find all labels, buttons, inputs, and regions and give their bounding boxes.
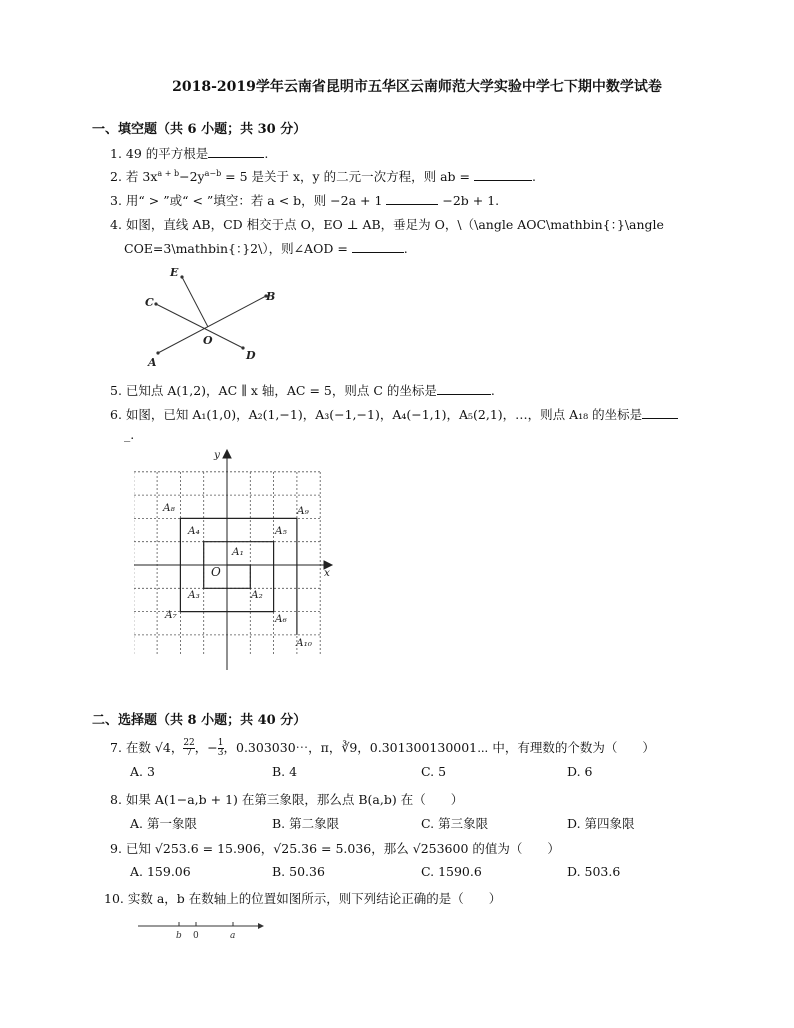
label-E: E <box>170 266 179 279</box>
answer-blank[interactable] <box>437 382 491 395</box>
question-4-continued <box>124 239 408 257</box>
label-A6: A₆ <box>275 613 287 625</box>
q8-option-c[interactable]: C. 第三象限 <box>421 816 489 831</box>
label-zero: 0 <box>193 931 199 941</box>
label-A2: A₂ <box>251 589 263 601</box>
question-text: 如图，直线 AB，CD 相交于点 O，EO ⊥ AB，垂足为 O，\（\angle AOC\mathbin{：}\angle <box>125 217 664 232</box>
answer-blank[interactable] <box>642 406 678 419</box>
axis-label-x: x <box>324 567 330 579</box>
question-number: 3. <box>110 193 122 208</box>
question-text: −2y <box>179 169 205 184</box>
origin-label: O <box>211 565 221 579</box>
label-a: a <box>230 931 236 941</box>
question-10 <box>104 889 501 907</box>
exponent: a−b <box>204 168 222 178</box>
question-5 <box>110 381 495 399</box>
question-6-continued: _. <box>124 427 135 442</box>
q7-option-c[interactable]: C. 5 <box>421 764 447 779</box>
question-text: COE=3\mathbin{：}2\），则∠AOD = <box>124 241 352 256</box>
page-title: 2018-2019学年云南省昆明市五华区云南师范大学实验中学七下期中数学试卷 <box>172 79 662 95</box>
question-text: ，− <box>194 740 218 755</box>
label-A: A <box>148 356 157 366</box>
q8-option-a[interactable]: A. 第一象限 <box>130 816 197 831</box>
label-D: D <box>246 349 256 362</box>
question-text: 如果 A(1−a,b + 1) 在第三象限，那么点 B(a,b) 在（ ） <box>125 792 464 807</box>
question-6 <box>110 405 678 423</box>
question-2 <box>110 167 536 185</box>
question-text: . <box>490 383 495 398</box>
answer-blank[interactable] <box>474 168 532 181</box>
question-9 <box>110 839 560 857</box>
number-line-arrow <box>258 923 264 929</box>
section-header-fill-blank: 一、填空题（共 6 小题；共 30 分） <box>92 122 307 137</box>
q9-option-b[interactable]: B. 50.36 <box>272 864 325 879</box>
question-number: 7. <box>110 740 122 755</box>
question-number: 2. <box>110 169 122 184</box>
question-text: 49 的平方根是 <box>125 146 209 161</box>
label-A9: A₉ <box>297 505 309 517</box>
q9-option-a[interactable]: A. 159.06 <box>130 864 191 879</box>
question-8 <box>110 790 463 808</box>
label-A3: A₃ <box>188 589 200 601</box>
q9-option-c[interactable]: C. 1590.6 <box>421 864 482 879</box>
question-7 <box>110 738 655 758</box>
q7-option-b[interactable]: B. 4 <box>272 764 298 779</box>
answer-blank[interactable] <box>208 145 264 158</box>
question-text: 若 3x <box>125 169 158 184</box>
q7-option-a[interactable]: A. 3 <box>130 764 155 779</box>
q9-option-d[interactable]: D. 503.6 <box>567 864 621 879</box>
label-B: B <box>266 290 276 303</box>
question-text: 如图，已知 A₁(1,0)，A₂(1,−1)，A₃(−1,−1)，A₄(−1,1)，A₅(2,1)，…，则点 A₁₈ 的坐标是 <box>125 407 643 422</box>
question-text: . <box>403 241 408 256</box>
question-1: 1. 49 的平方根是 . <box>110 146 269 161</box>
number-line-figure <box>136 916 268 944</box>
question-number: 8. <box>110 792 122 807</box>
q7-option-d[interactable]: D. 6 <box>567 764 593 779</box>
label-A10: A₁₀ <box>296 637 313 649</box>
answer-blank[interactable] <box>386 192 438 205</box>
section-header-multiple-choice: 二、选择题（共 8 小题；共 40 分） <box>92 713 307 728</box>
question-text: 已知点 A(1,2)，AC ∥ x 轴，AC = 5，则点 C 的坐标是 <box>125 383 437 398</box>
axis-label-y: y <box>214 449 220 461</box>
question-number: 1. <box>110 146 122 161</box>
question-text: ，0.303030⋯，π，∛9，0.301300130001⋯ 中，有理数的个数为（ ） <box>223 740 655 755</box>
question-number: 10. <box>104 891 124 906</box>
question-number: 6. <box>110 407 122 422</box>
label-A7: A₇ <box>165 609 177 621</box>
fraction-22-7: $\frac{22}{7}$ <box>183 738 195 758</box>
q8-option-d[interactable]: D. 第四象限 <box>567 816 635 831</box>
question-4 <box>110 215 664 233</box>
question-3 <box>110 191 499 209</box>
q8-option-b[interactable]: B. 第二象限 <box>272 816 340 831</box>
label-A4: A₄ <box>188 525 200 537</box>
question-text: 实数 a，b 在数轴上的位置如图所示，则下列结论正确的是（ ） <box>127 891 502 906</box>
question-number: 9. <box>110 841 122 856</box>
question-text: 已知 √253.6 = 15.906，√25.36 = 5.036，那么 √253600 的值为（ ） <box>125 841 560 856</box>
y-axis-arrow <box>223 450 231 458</box>
question-number: 4. <box>110 217 122 232</box>
question-number: 5. <box>110 383 122 398</box>
label-A5: A₅ <box>275 525 287 537</box>
question-text: 在数 √4， <box>125 740 184 755</box>
fraction-1-3: $\frac{1}{3}$ <box>217 738 224 758</box>
intersecting-lines-figure <box>140 262 280 366</box>
label-b: b <box>176 931 182 941</box>
label-A8: A₈ <box>163 502 175 514</box>
question-text: 用“ > ”或“ < ”填空：若 a < b，则 −2a + 1 <box>125 193 387 208</box>
answer-blank[interactable] <box>352 240 404 253</box>
label-O: O <box>203 334 213 347</box>
label-C: C <box>145 296 154 309</box>
question-text: . <box>531 169 536 184</box>
spiral-grid-figure <box>134 448 344 670</box>
question-text: = 5 是关于 x，y 的二元一次方程，则 ab = <box>221 169 474 184</box>
question-text: −2b + 1. <box>438 193 500 208</box>
label-A1: A₁ <box>232 546 244 558</box>
exponent: a + b <box>157 168 180 178</box>
